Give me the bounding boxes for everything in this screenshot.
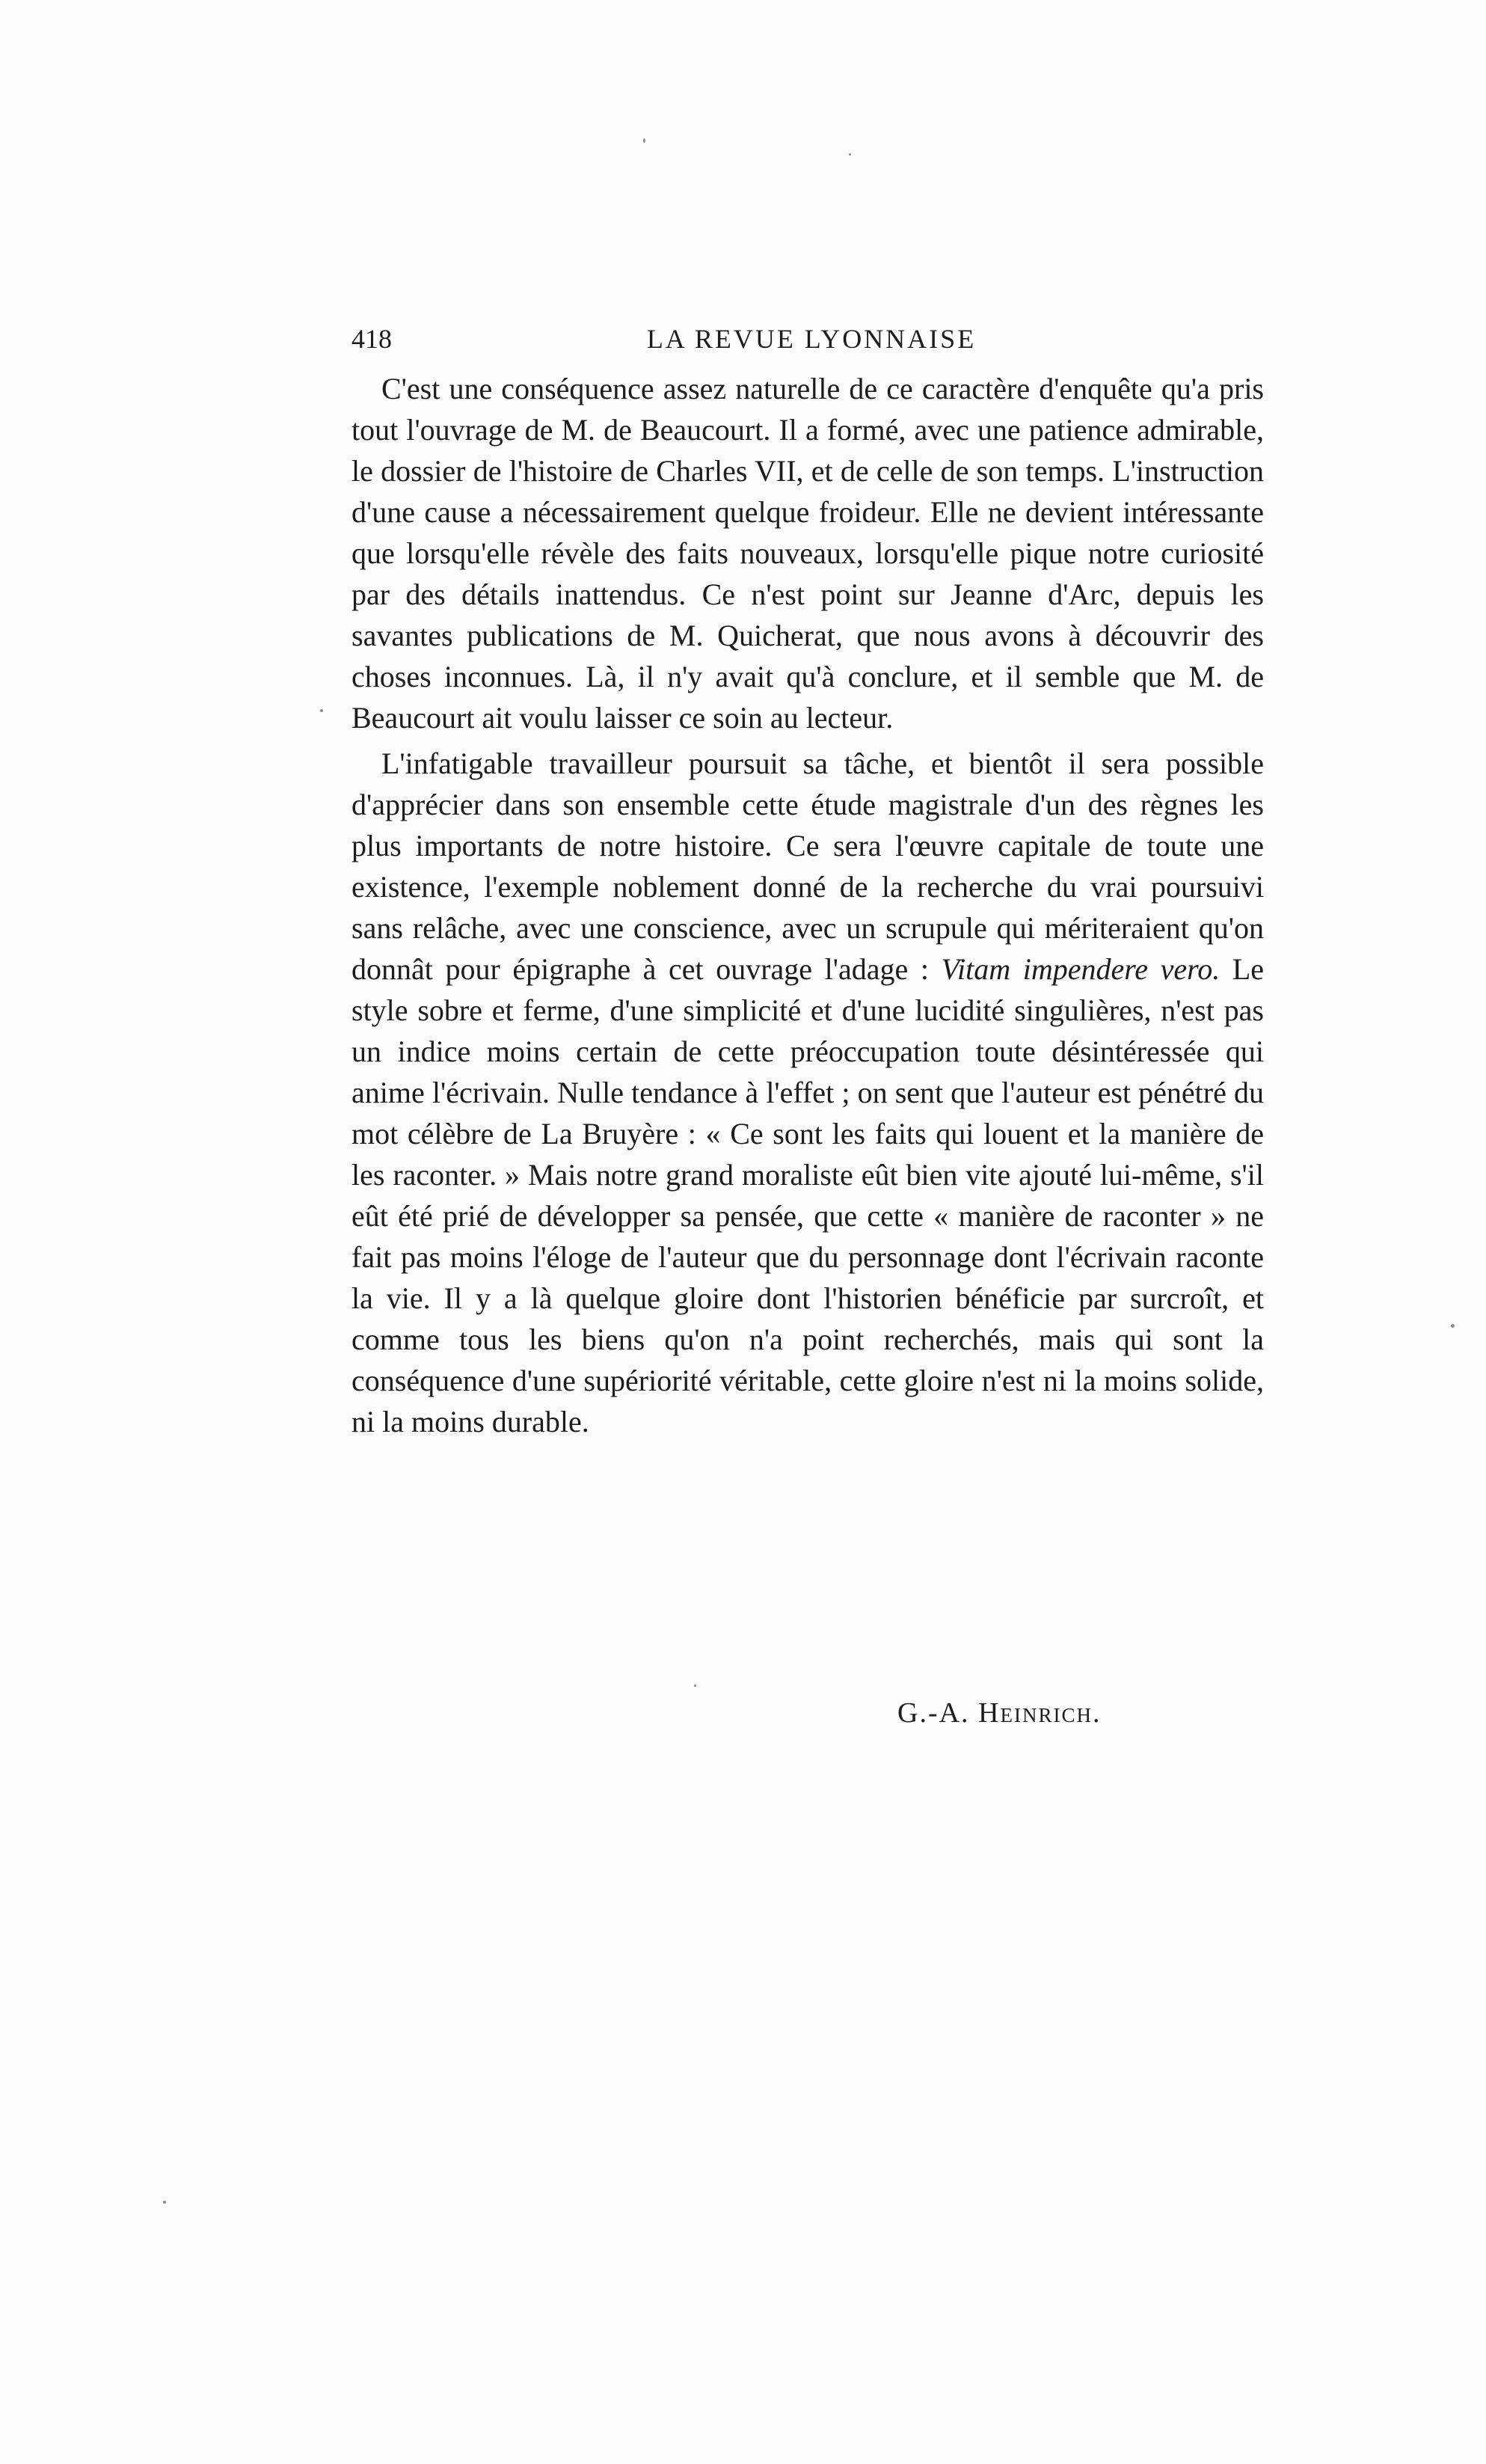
scan-speck bbox=[643, 138, 645, 143]
author-signature bbox=[897, 1694, 1101, 1732]
page-header bbox=[351, 320, 1241, 358]
signature-surname: Heinrich. bbox=[978, 1697, 1102, 1729]
paragraph-1: C'est une conséquence assez naturelle de ce caractère d'enquête qu'a pris tout l'ouvrage de M. de Beaucourt. Il a formé, avec une patience admirable, le dossier de l'histoire de Charles VII, et de celle de son temps. L'instruction d'une cause a nécessairement quelque froideur. Elle ne devient intéressante que lorsqu'elle révèle des faits nouveaux, lorsqu'elle pique notre curiosité par des détails inattendus. Ce n'est point sur Jeanne d'Arc, depuis les savantes publications de M. Quicherat, que nous avons à découvrir des choses inconnues. Là, il n'y avait qu'à conclure, et il semble que M. de Beaucourt ait voulu laisser ce soin au lecteur. bbox=[351, 372, 1264, 735]
paragraph-2 bbox=[351, 743, 1264, 1442]
latin-motto: Vitam impendere vero. bbox=[941, 952, 1221, 986]
scan-speck bbox=[163, 2201, 166, 2204]
scan-speck bbox=[320, 709, 323, 712]
scan-speck bbox=[849, 153, 851, 156]
running-title: LA REVUE LYONNAISE bbox=[646, 324, 977, 354]
article-body bbox=[351, 368, 1264, 1442]
scan-speck bbox=[694, 1685, 696, 1687]
scan-speck bbox=[1451, 1324, 1455, 1328]
paragraph-2-text-after: Le style sobre et ferme, d'une simplicité et d'une lucidité singulières, n'est pas un indice moins certain de cette préoccupation toute désintéressée qui anime l'écrivain. Nulle tendance à l'effet ; on sent que l'auteur est pénétré du mot célèbre de La Bruyère : « Ce sont les faits qui louent et la manière de les raconter. » Mais notre grand moraliste eût bien vite ajouté lui-même, s'il eût été prié de développer sa pensée, que cette « manière de raconter » ne fait pas moins l'éloge de l'auteur que du personnage dont l'écrivain raconte la vie. Il y a là quelque gloire dont l'historien bénéficie par surcroît, et comme tous les biens qu'on n'a point recherchés, mais qui sont la conséquence d'une supériorité véritable, cette gloire n'est ni la moins solide, ni la moins durable. bbox=[351, 952, 1265, 1438]
paragraph-2-text-before: L'infatigable travailleur poursuit sa tâche, et bientôt il sera possible d'apprécier dans son ensemble cette étude magistrale d'un des règnes les plus importants de notre histoire. Ce sera l'œuvre capitale de toute une existence, l'exemple noblement donné de la recherche du vrai poursuivi sans relâche, avec une conscience, avec un scrupule qui mériteraient qu'on donnât pour épigraphe à cet ouvrage l'adage : bbox=[351, 747, 1264, 986]
page-number: 418 bbox=[351, 324, 392, 354]
signature-initials: G.-A. bbox=[897, 1697, 979, 1729]
